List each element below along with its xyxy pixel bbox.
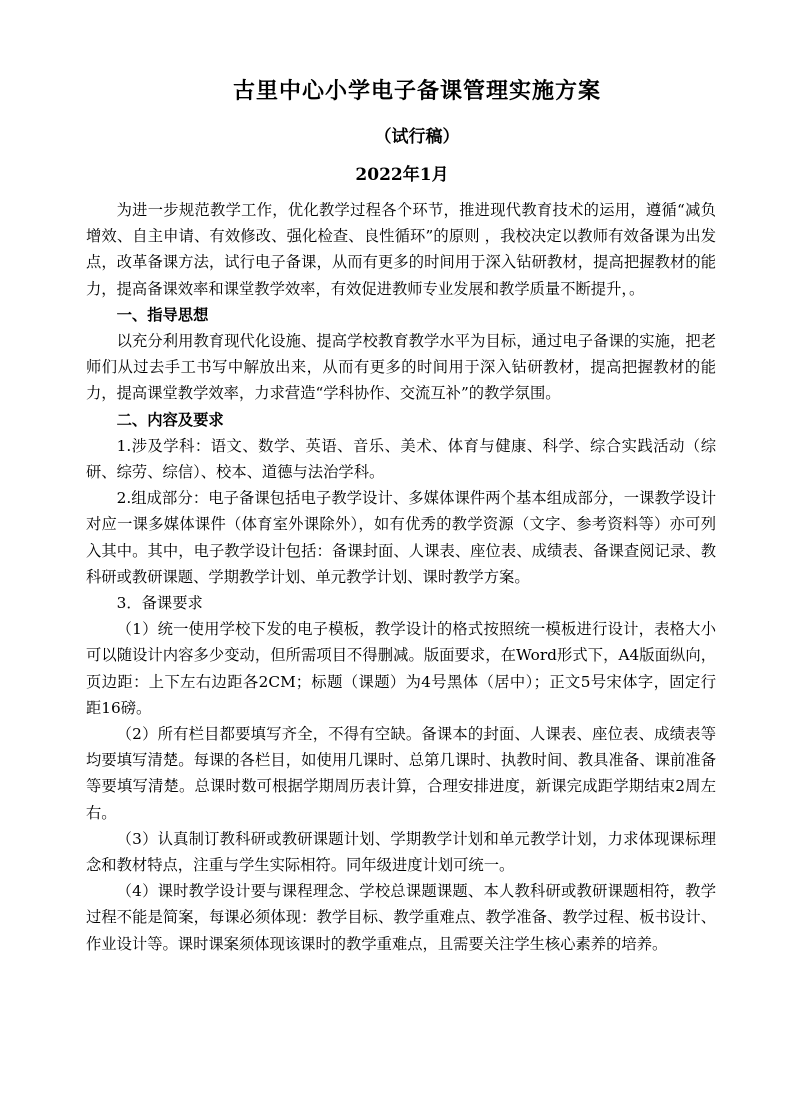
section-heading-guiding-thought: 一、指导思想 — [116, 305, 209, 324]
requirement-4-paragraph: （4）课时教学设计要与课程理念、学校总课题课题、本人教科研或教研课题相符，教学过程不能是简案，每课必须体现：教学目标、教学重难点、教学准备、教学过程、板书设计、作业设计等。课时课案须体现该课时的教学重难点，且需要关注学生核心素养的培养。 — [86, 882, 716, 953]
lesson-prep-requirements-heading: 3．备课要求 — [116, 594, 203, 613]
document-subtitle: （试行稿） — [374, 127, 460, 147]
document-date: 2022年1月 — [355, 165, 449, 185]
components-paragraph: 2.组成部分：电子备课包括电子教学设计、多媒体课件两个基本组成部分，一课教学设计对应一课多媒体课件（体育室外课除外），如有优秀的教学资源（文字、参考资料等）亦可列入其中。其中，电子教学设计包括：备课封面、人课表、座位表、成绩表、备课查阅记录、教科研或教研课题、学期教学计划、单元教学计划、课时教学方案。 — [86, 489, 716, 586]
subjects-paragraph: 1.涉及学科：语文、数学、英语、音乐、美术、体育与健康、科学、综合实践活动（综研、综劳、综信）、校本、道德与法治学科。 — [86, 436, 716, 482]
intro-paragraph: 为进一步规范教学工作，优化教学过程各个环节，推进现代教育技术的运用，遵循“减负增效、自主申请、有效修改、强化检查、良性循环”的原则 ，我校决定以教师有效备课为出发点，改革备课方法，试行电子备课，从而有更多的时间用于深入钻研教材，提高把握教材的能力，提高备课效率和课堂教学效率，有效促进教师专业发展和教学质量不断提升，。 — [86, 201, 716, 298]
document-title: 古里中心小学电子备课管理实施方案 — [232, 78, 601, 104]
requirement-1-paragraph: （1）统一使用学校下发的电子模板，教学设计的格式按照统一模板进行设计，表格大小可以随设计内容多少变动，但所需项目不得删减。版面要求，在Word形式下，A4版面纵向，页边距：上下左右边距各2CM；标题（课题）为4号黑体（居中）；正文5号宋体字，固定行距16磅。 — [86, 620, 716, 717]
requirement-2-paragraph: （2）所有栏目都要填写齐全，不得有空缺。备课本的封面、人课表、座位表、成绩表等均要填写清楚。每课的各栏目，如使用几课时、总第几课时、执教时间、教具准备、课前准备等要填写清楚。总课时数可根据学期周历表计算，合理安排进度，新课完成距学期结束2周左右。 — [86, 725, 716, 822]
document-body — [86, 197, 716, 957]
section-heading-content-requirements: 二、内容及要求 — [116, 410, 224, 429]
requirement-3-paragraph: （3）认真制订教科研或教研课题计划、学期教学计划和单元教学计划，力求体现课标理念和教材特点，注重与学生实际相符。同年级进度计划可统一。 — [86, 829, 716, 875]
guiding-thought-paragraph: 以充分利用教育现代化设施、提高学校教育教学水平为目标，通过电子备课的实施，把老师们从过去手工书写中解放出来，从而有更多的时间用于深入钻研教材，提高把握教材的能力，提高课堂教学效率，力求营造“学科协作、交流互补”的教学氛围。 — [86, 332, 716, 403]
